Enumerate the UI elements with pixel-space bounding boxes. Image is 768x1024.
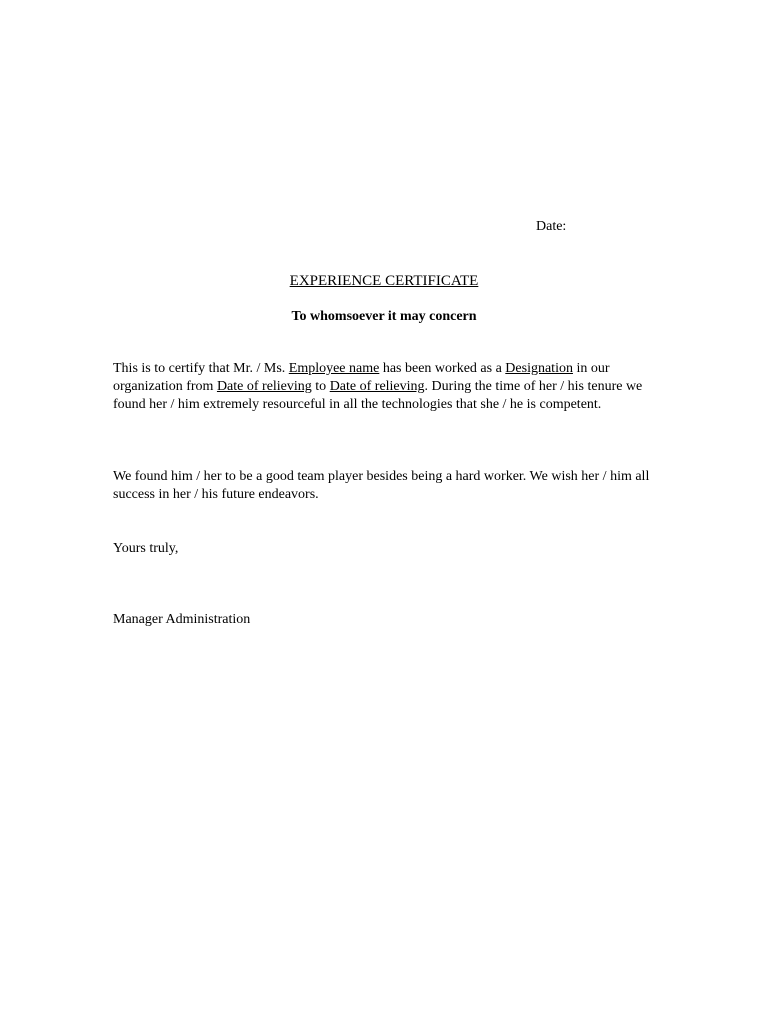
employee-name-placeholder: Employee name (288, 361, 380, 376)
date-label: Date: (536, 219, 567, 234)
date-to-placeholder: Date of relieving (329, 379, 425, 394)
body-paragraph-1 (113, 360, 653, 414)
paragraph1-text-1: This is to certify that Mr. / Ms. (113, 361, 289, 376)
salutation: To whomsoever it may concern (291, 309, 477, 324)
paragraph1-text-3: in our organization from (113, 361, 610, 394)
paragraph1-text-4: to (311, 379, 330, 394)
body-paragraph-2: We found him / her to be a good team player besides being a hard worker. We wish her / him all success in her / his future endeavors. (113, 469, 650, 502)
closing-line: Yours truly, (113, 541, 179, 556)
designation-placeholder: Designation (505, 361, 573, 376)
signatory-title: Manager Administration (113, 612, 251, 627)
certificate-title: EXPERIENCE CERTIFICATE (289, 273, 479, 289)
paragraph1-text-2: has been worked as a (379, 361, 506, 376)
paragraph1-text-5: . During the time of her / his tenure we found her / him extremely resourceful in all the technologies that she / he is competent. (113, 379, 643, 412)
date-from-placeholder: Date of relieving (216, 379, 312, 394)
